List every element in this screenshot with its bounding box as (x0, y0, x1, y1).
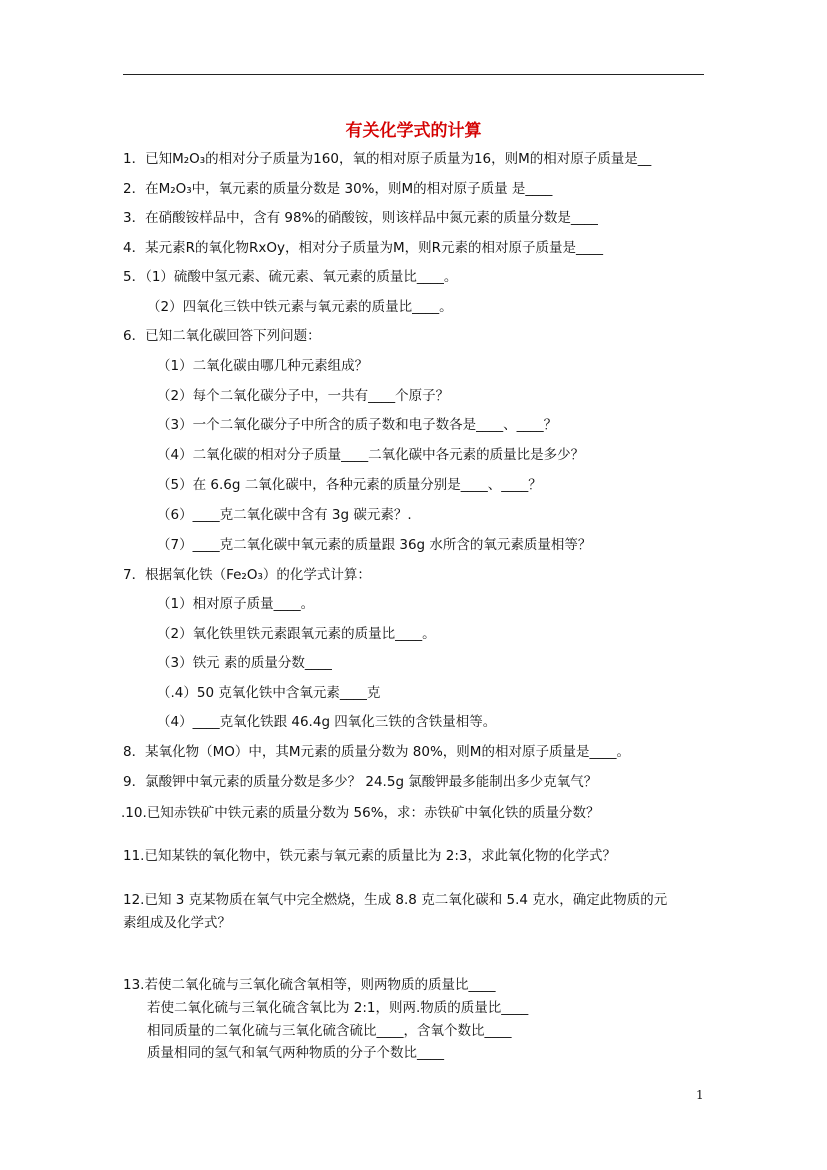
text-line: （2）每个二氧化碳分子中，一共有____个原子？ (157, 388, 450, 404)
text-line: （2）四氧化三铁中铁元素与氧元素的质量比____。 (147, 299, 453, 315)
text-line: 5．（1）硫酸中氢元素、硫元素、氧元素的质量比____。 (123, 269, 458, 285)
text-line: 7．根据氧化铁（Fe₂O₃）的化学式计算： (123, 567, 371, 583)
text-line: （1）相对原子质量____。 (157, 596, 315, 612)
text-line: 6．已知二氧化碳回答下列问题： (123, 328, 321, 344)
text-line: （3）一个二氧化碳分子中所含的质子数和电子数各是____、____？ (157, 417, 558, 433)
text-line: 质量相同的氢气和氧气两种物质的分子个数比____ (147, 1045, 444, 1061)
header-rule (123, 74, 704, 75)
text-line: 4．某元素R的氧化物RxOy，相对分子质量为M，则R元素的相对原子质量是____ (123, 240, 603, 256)
text-line: 若使二氧化硫与三氧化硫含氧比为 2:1，则两.物质的质量比____ (147, 1000, 529, 1016)
text-line: （2）氧化铁里铁元素跟氧元素的质量比____。 (157, 626, 436, 642)
text-line: （1）二氧化碳由哪几种元素组成？ (157, 358, 369, 374)
page-title: 有关化学式的计算 (345, 121, 482, 141)
text-line: 9．氯酸钾中氧元素的质量分数是多少？ 24.5g 氯酸钾最多能制出多少克氧气？ (123, 774, 598, 790)
text-line: （.4）50 克氧化铁中含氧元素____克 (157, 685, 381, 701)
text-line: 素组成及化学式？ (123, 915, 231, 931)
page-number: 1 (696, 1088, 704, 1102)
text-line: （3）铁元 素的质量分数____ (157, 655, 332, 671)
text-line: 2．在M₂O₃中，氧元素的质量分数是 30%，则M的相对原子质量 是____ (123, 181, 553, 197)
text-line: 1．已知M₂O₃的相对分子质量为160，氧的相对原子质量为16，则M的相对原子质量是__ (123, 151, 652, 167)
text-line: （7）____克二氧化碳中氧元素的质量跟 36g 水所含的氧元素质量相等？ (157, 537, 592, 553)
text-line: （4）二氧化碳的相对分子质量____二氧化碳中各元素的质量比是多少？ (157, 447, 585, 463)
text-line: （4）____克氧化铁跟 46.4g 四氧化三铁的含铁量相等。 (157, 714, 497, 730)
text-line: 3．在硝酸铵样品中，含有 98%的硝酸铵，则该样品中氮元素的质量分数是____ (123, 210, 598, 226)
text-line: 13.若使二氧化硫与三氧化硫含氧相等，则两物质的质量比____ (123, 977, 496, 993)
text-line: 12.已知 3 克某物质在氧气中完全燃烧，生成 8.8 克二氧化碳和 5.4 克水，确定此物质的元 (123, 892, 668, 908)
text-line: （6）____克二氧化碳中含有 3g 碳元素？. (157, 507, 412, 523)
text-line: （5）在 6.6g 二氧化碳中，各种元素的质量分别是____、____？ (157, 477, 542, 493)
text-line: .10.已知赤铁矿中铁元素的质量分数为 56%，求：赤铁矿中氧化铁的质量分数？ (121, 805, 600, 821)
text-line: 相同质量的二氧化硫与三氧化硫含硫比____，含氧个数比____ (147, 1023, 512, 1039)
text-line: 8．某氧化物（MO）中，其M元素的质量分数为 80%，则M的相对原子质量是____。 (123, 744, 630, 760)
text-line: 11.已知某铁的氧化物中，铁元素与氧元素的质量比为 2:3，求此氧化物的化学式？ (123, 848, 616, 864)
